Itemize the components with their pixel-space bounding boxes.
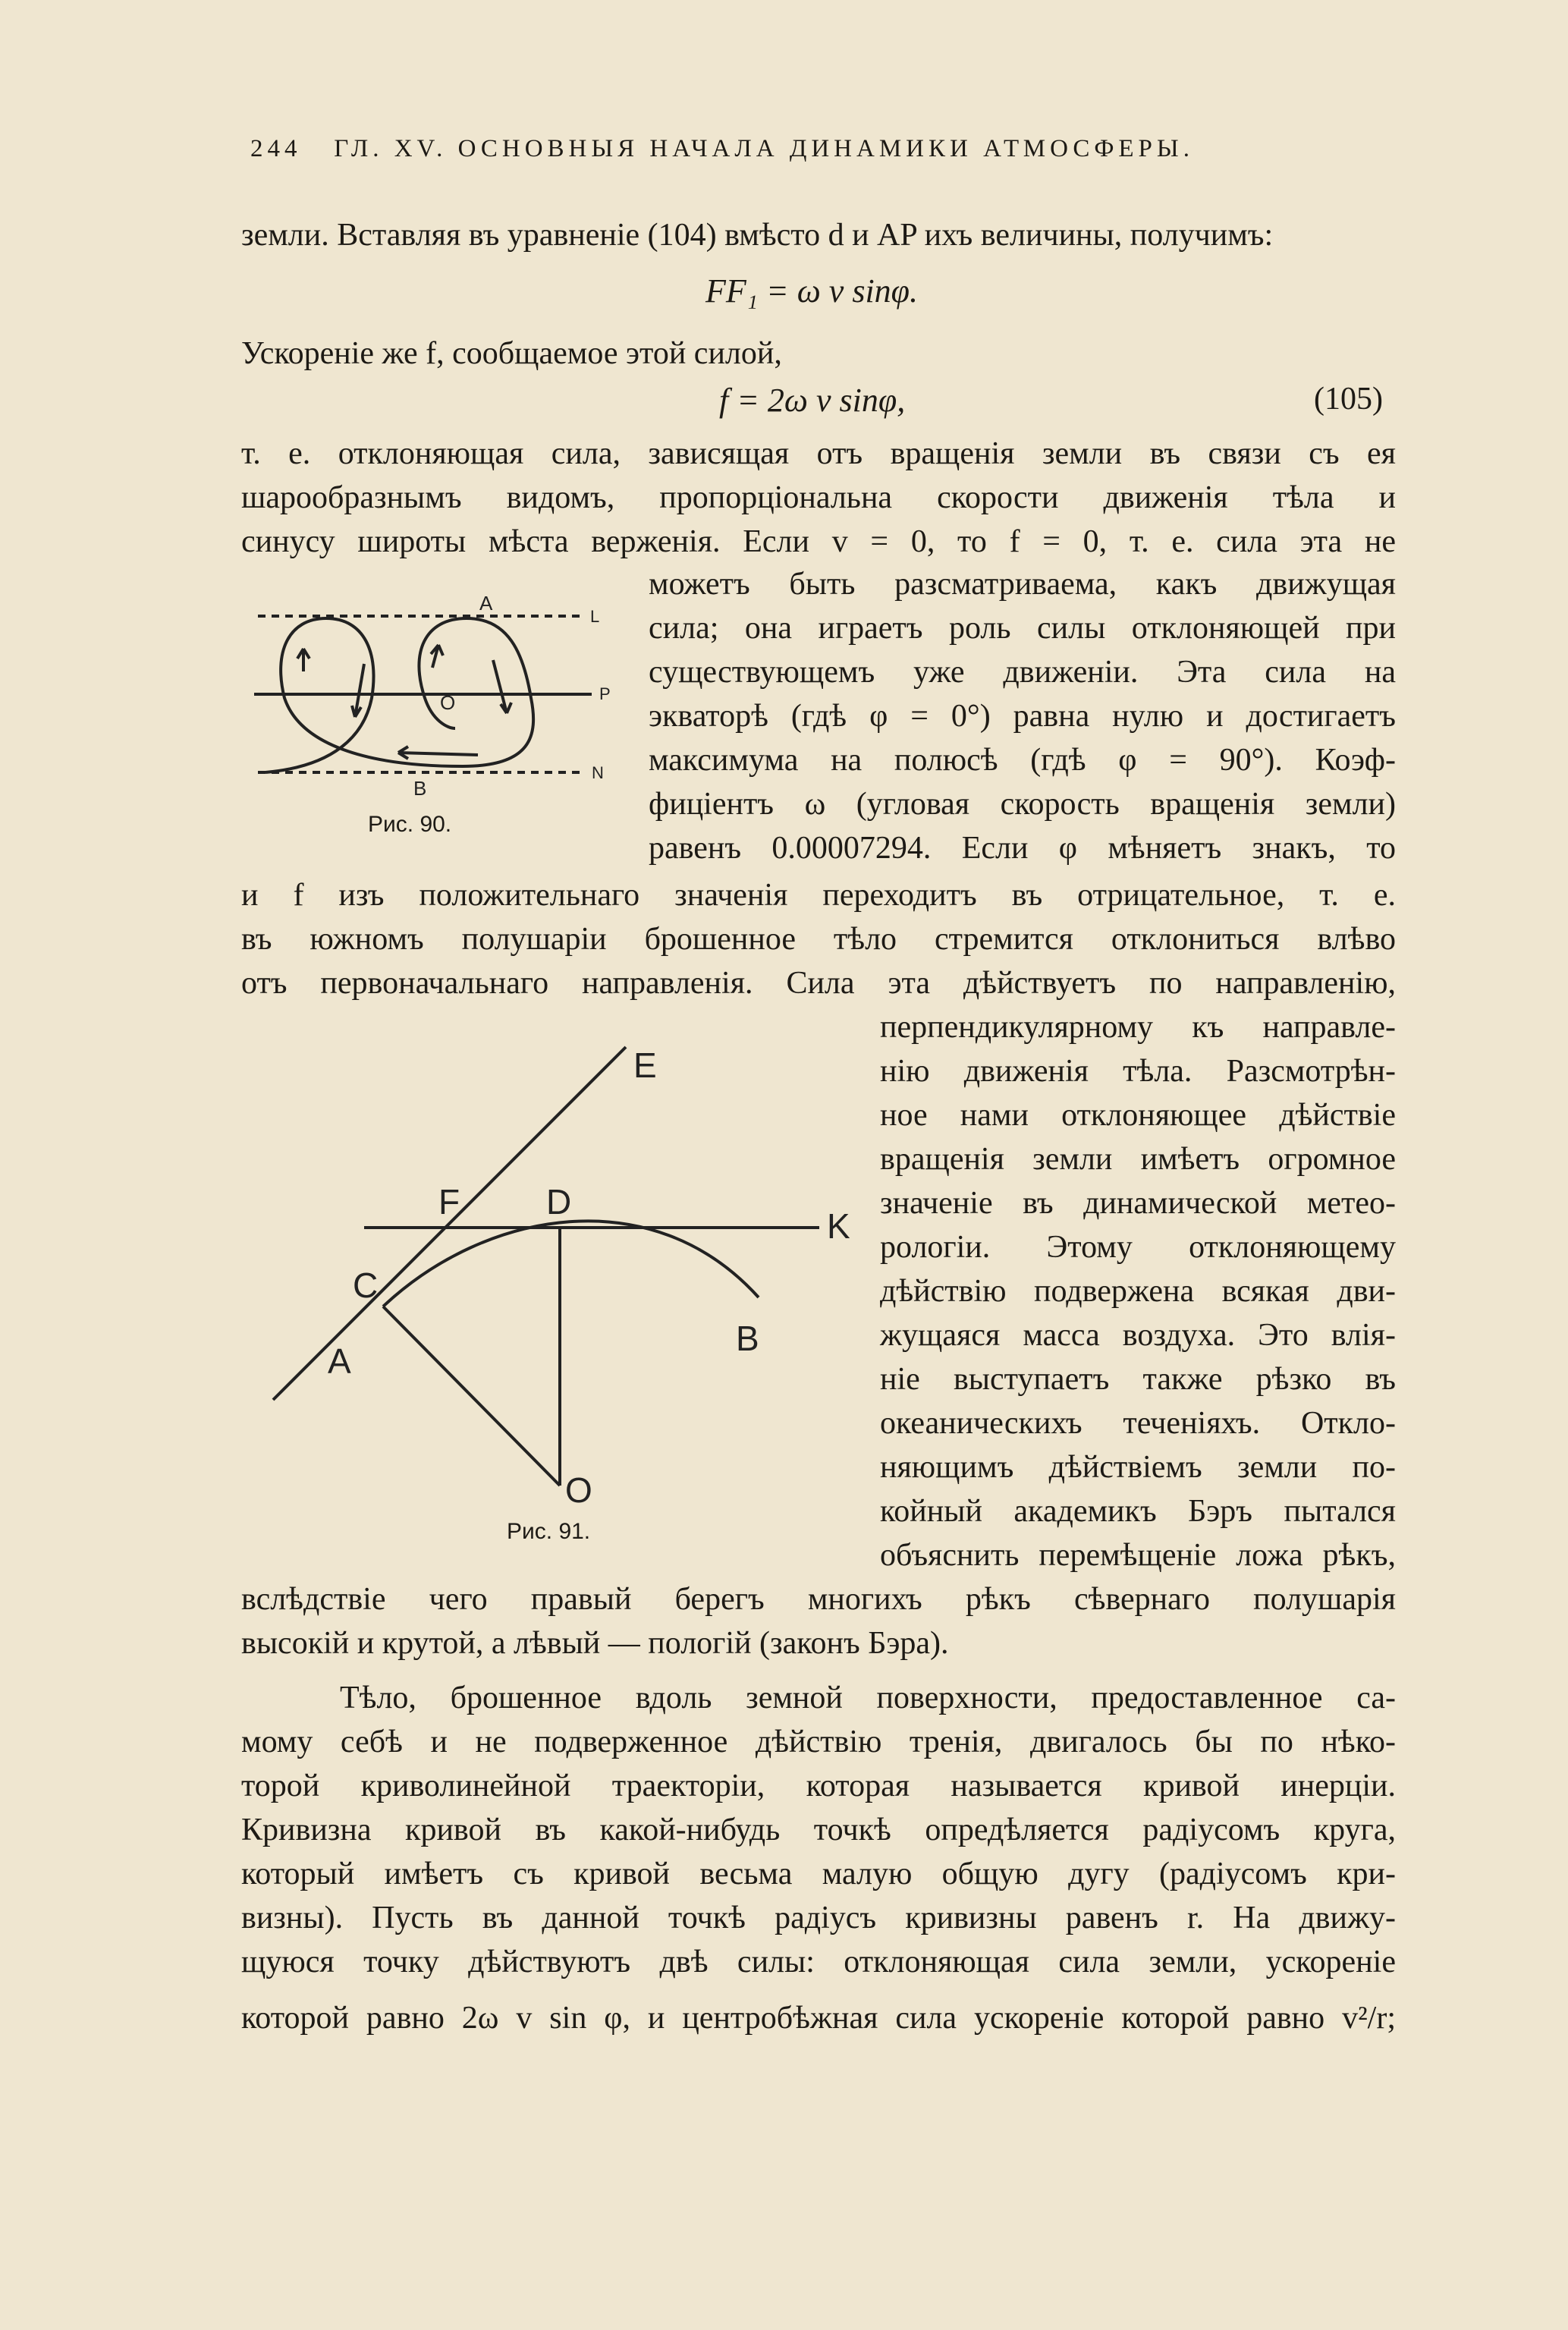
text-line: ніе выступаетъ также рѣзко въ — [880, 1362, 1396, 1397]
arrow-up-left — [297, 649, 310, 671]
text-line: равенъ 0.00007294. Если φ мѣняетъ знакъ, то — [649, 831, 1396, 866]
text-line: Ускореніе же f, сообщаемое этой силой, — [241, 336, 782, 371]
text-line: щуюся точку дѣйствуютъ двѣ силы: отклоняющая сила земли, ускореніе — [241, 1945, 1396, 1979]
text-line: жущаяся масса воздуха. Это влія- — [880, 1318, 1396, 1353]
label-c: C — [353, 1266, 379, 1305]
text-line: можетъ быть разсматриваема, какъ движущая — [649, 567, 1396, 602]
figure-90-drawing — [250, 584, 630, 804]
text-line: няющимъ дѣйствіемъ земли по- — [880, 1450, 1396, 1485]
arrow-up-right — [431, 645, 443, 668]
text-line: Кривизна кривой въ какой-нибудь точкѣ опредѣляется радіусомъ круга, — [241, 1813, 1396, 1847]
label-o: O — [440, 691, 456, 714]
label-e: E — [633, 1046, 657, 1085]
label-l: L — [590, 607, 600, 626]
label-k: K — [827, 1206, 850, 1246]
figure-91-caption: Рис. 91. — [507, 1519, 591, 1544]
text-line: ное нами отклоняющее дѣйствіе — [880, 1098, 1396, 1133]
text-line: шарообразнымъ видомъ, пропорціональна скорости движенія тѣла и — [241, 480, 1396, 515]
text-line: значеніе въ динамической метео- — [880, 1186, 1396, 1221]
text-line: т. е. отклоняющая сила, зависящая отъ вращенія земли въ связи съ ея — [241, 436, 1396, 471]
equation-number: (105) — [1314, 382, 1383, 417]
text-line: дѣйствію подвержена всякая дви- — [880, 1274, 1396, 1309]
label-b: B — [736, 1319, 759, 1358]
equation-ff1: FF₁ = ω v sinφ. — [705, 272, 919, 310]
text-line: отъ первоначальнаго направленія. Сила эта дѣйствуетъ по направленію, — [241, 966, 1396, 1001]
figure-90-caption: Рис. 90. — [368, 812, 452, 837]
text-line: въ южномъ полушаріи брошенное тѣло стремится отклониться влѣво — [241, 922, 1396, 957]
text-line: вращенія земли имѣетъ огромное — [880, 1142, 1396, 1177]
text-line: перпендикулярному къ направле- — [880, 1010, 1396, 1045]
text-line: синусу широты мѣста верженія. Если v = 0, то f = 0, т. е. сила эта не — [241, 524, 1396, 559]
text-line: экваторѣ (гдѣ φ = 0°) равна нулю и достигаетъ — [649, 699, 1396, 734]
radius-co — [383, 1306, 560, 1486]
text-line: торой криволинейной траекторіи, которая называется кривой инерціи. — [241, 1769, 1396, 1803]
text-line: фиціентъ ω (угловая скорость вращенія земли) — [649, 787, 1396, 822]
label-a: A — [328, 1341, 351, 1381]
label-a: A — [479, 592, 493, 615]
text-line: которой равно 2ω v sin φ, и центробѣжная сила ускореніе которой равно v²/r; — [241, 2001, 1396, 2036]
text-line: максимума на полюсѣ (гдѣ φ = 90°). Коэф- — [649, 743, 1396, 778]
arrow-down — [352, 664, 364, 717]
arrow-down-right — [493, 660, 511, 713]
text-line: койный академикъ Бэръ пытался — [880, 1494, 1396, 1529]
label-p: P — [599, 684, 611, 703]
label-d: D — [546, 1182, 572, 1222]
text-line: мому себѣ и не подверженное дѣйствію тренія, двигалось бы по нѣко- — [241, 1725, 1396, 1759]
paragraph-first-line: Тѣло, брошенное вдоль земной поверхности, предоставленное са- — [340, 1681, 1396, 1715]
text-line: вслѣдствіе чего правый берегъ многихъ рѣкъ сѣвернаго полушарія — [241, 1582, 1396, 1617]
arrow-left-bottom — [398, 747, 478, 759]
text-line: визны). Пусть въ данной точкѣ радіусъ кривизны равенъ r. На движу- — [241, 1901, 1396, 1935]
text-line: океаническихъ теченіяхъ. Откло- — [880, 1406, 1396, 1441]
figure-91-drawing — [258, 1032, 880, 1517]
running-header — [250, 135, 1312, 163]
text-line: сила; она играетъ роль силы отклоняющей при — [649, 611, 1396, 646]
text-line: и f изъ положительнаго значенія переходитъ въ отрицательное, т. е. — [241, 878, 1396, 913]
label-f: F — [438, 1182, 460, 1222]
text-line: существующемъ уже движеніи. Эта сила на — [649, 655, 1396, 690]
label-o: O — [565, 1470, 592, 1510]
text-line: высокій и крутой, а лѣвый — пологій (законъ Бэра). — [241, 1626, 949, 1661]
text-line: рологіи. Этому отклоняющему — [880, 1230, 1396, 1265]
label-n: N — [592, 763, 604, 782]
text-line: объяснить перемѣщеніе ложа рѣкъ, — [880, 1538, 1396, 1573]
running-title: ГЛ. XV. ОСНОВНЫЯ НАЧАЛА ДИНАМИКИ АТМОСФЕРЫ. — [334, 135, 1194, 162]
text-line: нію движенія тѣла. Разсмотрѣн- — [880, 1054, 1396, 1089]
figure-91 — [258, 1032, 880, 1517]
figure-90 — [250, 584, 630, 804]
text-line: который имѣетъ съ кривой весьма малую общую дугу (радіусомъ кри- — [241, 1857, 1396, 1891]
equation-105: f = 2ω v sinφ, — [719, 382, 906, 419]
label-b: B — [413, 777, 427, 800]
text-line: земли. Вставляя въ уравненіе (104) вмѣсто d и AP ихъ величины, получимъ: — [241, 218, 1274, 253]
page-number: 244 — [250, 135, 302, 162]
tangent-line-ae — [273, 1047, 626, 1400]
